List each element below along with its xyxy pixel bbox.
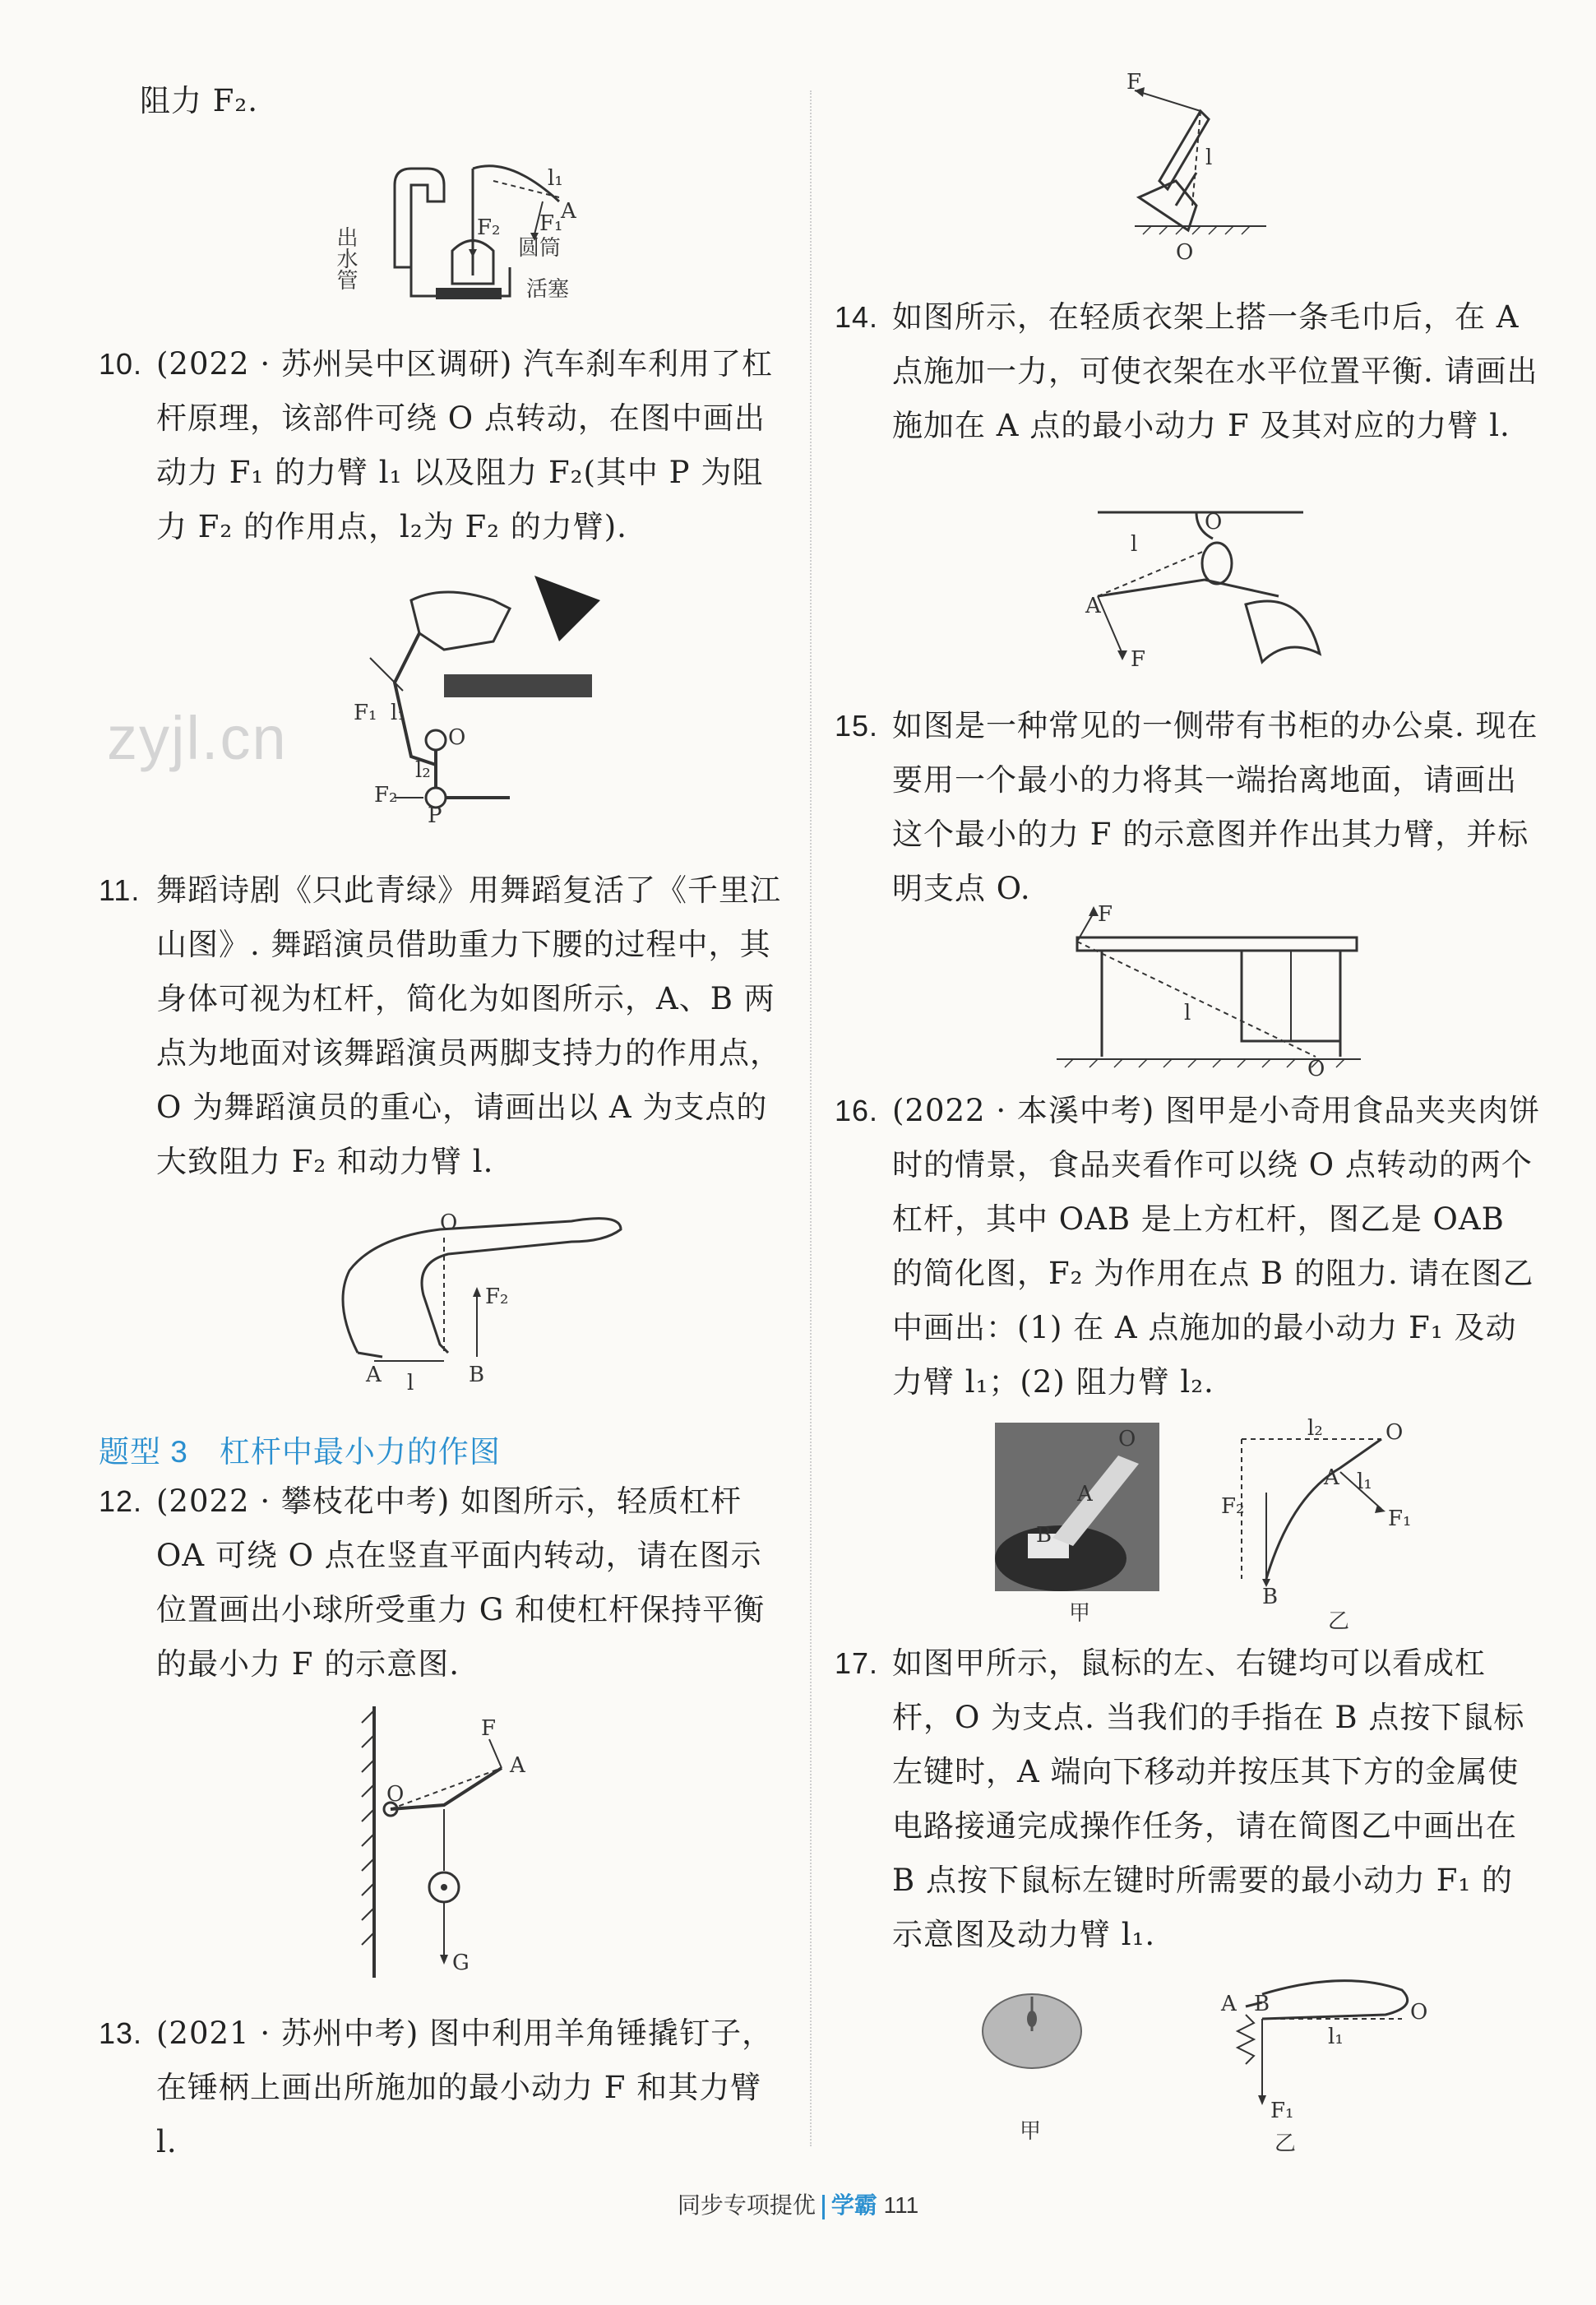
label-F1: F₁ <box>539 211 563 236</box>
label-O: O <box>1205 510 1223 535</box>
photo-label-A: A <box>1077 1482 1093 1507</box>
label-l: l <box>1205 146 1213 170</box>
question-14-text: 如图所示，在轻质衣架上搭一条毛巾后，在 A 点施加一力，可使衣架在水平位置平衡. 请画出施加在 A 点的最小动力 F 及其对应的力臂 l. <box>892 299 1538 443</box>
label-l: l <box>1131 532 1138 557</box>
diagram-label-F2: F₂ <box>1221 1494 1245 1519</box>
page-footer <box>0 2187 1596 2220</box>
diagram-label-A: A <box>1324 1465 1339 1490</box>
label-O: O <box>448 725 466 750</box>
label-piston: 活塞 <box>526 277 570 302</box>
label-l: l <box>1184 1001 1191 1025</box>
diagram-label-B: B <box>1254 1992 1270 2016</box>
label-A: A <box>510 1753 525 1778</box>
question-13-text: (2021 · 苏州中考) 图中利用羊角锤撬钉子，在锤柄上画出所施加的最小动力 F 和其力臂 l. <box>156 2016 774 2159</box>
diagram-label-A: A <box>1221 1992 1237 2016</box>
question-10-text: (2022 · 苏州吴中区调研) 汽车刹车利用了杠杆原理，该部件可绕 O 点转动，在图中画出动力 F₁ 的力臂 l₁ 以及阻力 F₂(其中 P 为阻力 F₂ 的作用点，l₂为 F₂ 的力臂). <box>156 346 774 544</box>
label-O: O <box>1307 1057 1325 1081</box>
label-F2: F₂ <box>374 783 398 808</box>
label-O: O <box>440 1210 458 1235</box>
label-l2: l₂ <box>415 758 431 783</box>
section-title: 题型 3 杠杆中最小力的作图 <box>99 1435 501 1469</box>
page-number: 111 <box>883 2192 919 2218</box>
footer-brand: 学霸 <box>830 2192 877 2218</box>
question-17: 17. 如图甲所示，鼠标的左、右键均可以看成杠杆，O 为支点. 当我们的手指在 B 点按下鼠标左键时，A 端向下移动并按压其下方的金属使电路接通完成操作任务，请在简图乙中画出在 B 点按下鼠标左键时所需要的最小动力 F₁ 的示意图及动力臂 l₁. <box>835 1636 1542 1962</box>
question-11: 11. 舞蹈诗剧《只此青绿》用舞蹈复活了《千里江山图》. 舞蹈演员借助重力下腰的过程中，其身体可视为杠杆，简化为如图所示，A、B 两点为地面对该舞蹈演员两脚支持力的作用点，O 为舞蹈演员的重心，请画出以 A 为支点的大致阻力 F₂ 和动力臂 l. <box>99 863 789 1189</box>
photo-label-B: B <box>1036 1523 1052 1548</box>
diagram-label-l1: l₁ <box>1357 1470 1372 1494</box>
diagram-label-F1: F₁ <box>1388 1507 1412 1531</box>
label-A: A <box>561 199 576 224</box>
label-F: F <box>1126 70 1142 95</box>
label-F: F <box>1131 647 1146 672</box>
footer-separator <box>822 2195 825 2219</box>
label-P: P <box>428 803 442 828</box>
figure-q13-hammer <box>1126 70 1274 271</box>
figure-q16-tongs <box>995 1416 1455 1636</box>
diagram-label-l2: l₂ <box>1307 1416 1323 1441</box>
figure-q15-desk <box>1052 902 1365 1081</box>
question-12-text: (2022 · 攀枝花中考) 如图所示，轻质杠杆 OA 可绕 O 点在竖直平面内转动，请在图示位置画出小球所受重力 G 和使杠杆保持平衡的最小力 F 的示意图. <box>156 1483 766 1682</box>
caption-jia: 甲 <box>1069 1601 1091 1626</box>
diagram-label-O: O <box>1410 2000 1428 2025</box>
label-l: l <box>407 1371 414 1395</box>
figure-q17-mouse <box>974 1974 1435 2163</box>
question-12: 12. (2022 · 攀枝花中考) 如图所示，轻质杠杆 OA 可绕 O 点在竖直平面内转动，请在图示位置画出小球所受重力 G 和使杠杆保持平衡的最小力 F 的示意图. <box>99 1474 789 1692</box>
label-O: O <box>386 1782 405 1807</box>
label-O: O <box>1176 240 1194 265</box>
caption-yi: 乙 <box>1328 1609 1350 1634</box>
label-F2: F₂ <box>485 1284 509 1309</box>
label-A: A <box>366 1363 382 1387</box>
question-15-text: 如图是一种常见的一侧带有书柜的办公桌. 现在要用一个最小的力将其一端抬离地面，请画出这个最小的力 F 的示意图并作出其力臂，并标明支点 O. <box>892 708 1538 906</box>
figure-q10-brake <box>345 576 617 828</box>
diagram-label-F1: F₁ <box>1270 2099 1294 2123</box>
label-B: B <box>469 1363 485 1387</box>
question-16-text: (2022 · 本溪中考) 图甲是小奇用食品夹夹肉饼时的情景，食品夹看作可以绕 O 点转动的两个杠杆，其中 OAB 是上方杠杆，图乙是 OAB 的简化图，F₂ 为作用在点 B 的阻力. 请在图乙中画出：(1) 在 A 点施加的最小动力 F₁ 及动力臂 l₁；(2) 阻力臂 l₂. <box>892 1093 1541 1400</box>
caption-jia: 甲 <box>1020 2119 1042 2144</box>
diagram-label-O: O <box>1386 1420 1404 1445</box>
label-l1: l₁ <box>391 701 406 725</box>
question-10: 10. (2022 · 苏州吴中区调研) 汽车刹车利用了杠杆原理，该部件可绕 O 点转动，在图中画出动力 F₁ 的力臂 l₁ 以及阻力 F₂(其中 P 为阻力 F₂ 的作用点，l₂为 F₂ 的力臂). <box>99 337 789 554</box>
diagram-label-l1: l₁ <box>1328 2025 1344 2049</box>
label-F: F <box>481 1716 497 1741</box>
label-F: F <box>1098 902 1113 927</box>
label-cylinder: 圆筒 <box>518 236 562 261</box>
photo-label-O: O <box>1118 1427 1136 1451</box>
figure-q14-hanger <box>1073 498 1344 683</box>
figure-q12-lever <box>354 1698 600 1978</box>
column-divider <box>810 90 813 2146</box>
watermark: zyjl.cn <box>107 704 288 772</box>
footer-series: 同步专项提优 <box>677 2192 816 2218</box>
label-water-pipe: 出水管 <box>333 226 358 290</box>
figure-q11-dancer <box>325 1205 629 1394</box>
label-A: A <box>1085 594 1101 618</box>
question-16: 16. (2022 · 本溪中考) 图甲是小奇用食品夹夹肉饼时的情景，食品夹看作可以绕 O 点转动的两个杠杆，其中 OAB 是上方杠杆，图乙是 OAB 的简化图，F₂ 为作用在点 B 的阻力. 请在图乙中画出：(1) 在 A 点施加的最小动力 F₁ 及动力臂 l₁；(2) 阻力臂 l₂. <box>835 1084 1542 1409</box>
question-11-text: 舞蹈诗剧《只此青绿》用舞蹈复活了《千里江山图》. 舞蹈演员借助重力下腰的过程中，其身体可视为杠杆，简化为如图所示，A、B 两点为地面对该舞蹈演员两脚支持力的作用点，O 为舞蹈演员的重心，请画出以 A 为支点的大致阻力 F₂ 和动力臂 l. <box>156 872 781 1179</box>
question-17-text: 如图甲所示，鼠标的左、右键均可以看成杠杆，O 为支点. 当我们的手指在 B 点按下鼠标左键时，A 端向下移动并按压其下方的金属使电路接通完成操作任务，请在简图乙中画出在 B 点按下鼠标左键时所需要的最小动力 F₁ 的示意图及动力臂 l₁. <box>892 1645 1525 1952</box>
question-14: 14. 如图所示，在轻质衣架上搭一条毛巾后，在 A 点施加一力，可使衣架在水平位置平衡. 请画出施加在 A 点的最小动力 F 及其对应的力臂 l. <box>835 290 1542 453</box>
label-F2: F₂ <box>477 215 501 240</box>
label-G: G <box>452 1951 470 1975</box>
label-F1: F₁ <box>354 701 377 725</box>
caption-yi: 乙 <box>1274 2131 1297 2156</box>
figure-q9-faucet <box>333 152 641 317</box>
question-15: 15. 如图是一种常见的一侧带有书柜的办公桌. 现在要用一个最小的力将其一端抬离地面，请画出这个最小的力 F 的示意图并作出其力臂，并标明支点 O. <box>835 699 1542 916</box>
diagram-label-B: B <box>1262 1585 1279 1609</box>
question-13: 13. (2021 · 苏州中考) 图中利用羊角锤撬钉子，在锤柄上画出所施加的最小动力 F 和其力臂 l. <box>99 2006 789 2169</box>
label-l1: l₁ <box>548 166 563 191</box>
intro-line: 阻力 F₂. <box>140 83 259 118</box>
